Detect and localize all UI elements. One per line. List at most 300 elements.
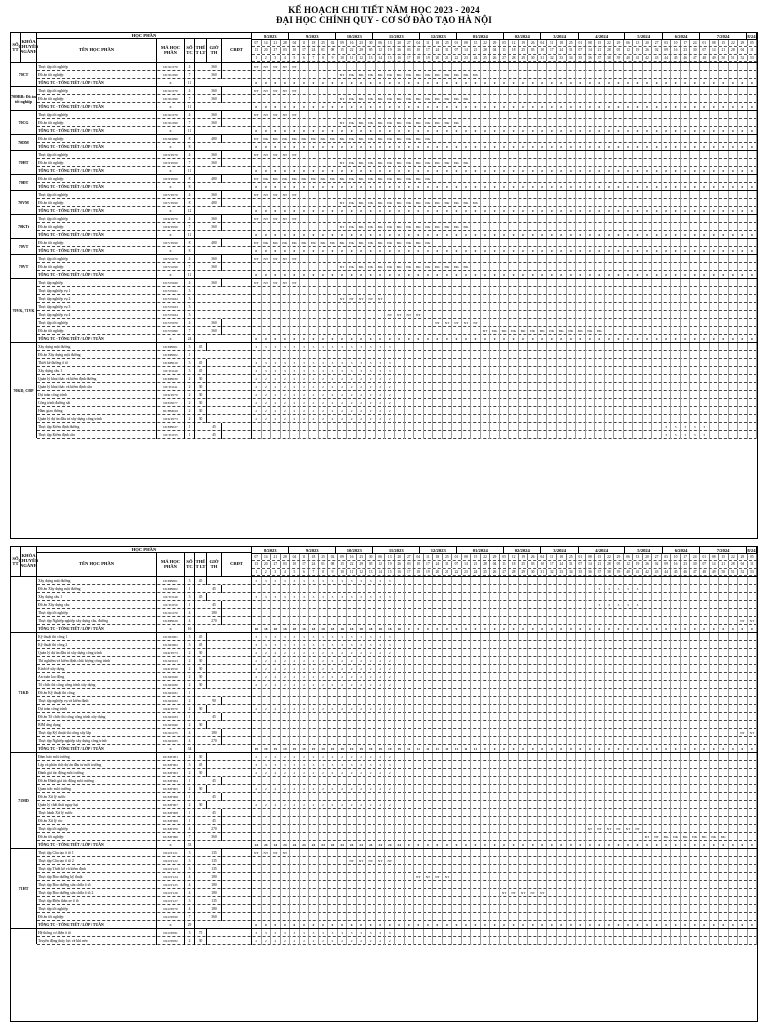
week-value: [567, 111, 577, 119]
week-value: [729, 681, 739, 689]
week-cells: [252, 729, 757, 737]
week-value: [662, 303, 672, 311]
week-value: 0: [405, 247, 415, 255]
week-value: [633, 753, 643, 761]
week-value: [433, 375, 443, 383]
week-value: [614, 87, 624, 95]
week-value: 0: [567, 103, 577, 111]
week-value: [633, 319, 643, 327]
week-value: [414, 111, 424, 119]
week-value: [538, 785, 548, 793]
week-cell: 08: [328, 561, 338, 567]
week-value: [595, 391, 605, 399]
week-value: 0: [500, 231, 510, 239]
week-value: 2: [338, 681, 348, 689]
week-value: 2: [262, 665, 272, 673]
week-value: [319, 63, 329, 71]
week-value: 0: [471, 207, 481, 215]
week-value: 2: [376, 705, 386, 713]
course-name: Đồ án tốt nghiệp: [37, 175, 157, 183]
week-value: 18: [319, 625, 329, 633]
week-value: [614, 729, 624, 737]
week-value: 0: [700, 127, 710, 135]
week-value: [262, 95, 272, 103]
week-value: [395, 399, 405, 407]
week-value: [443, 255, 453, 263]
course-code: DCTC049: [157, 593, 185, 601]
week-value: [271, 713, 281, 721]
week-value: [462, 375, 472, 383]
week-value: 3: [385, 367, 395, 375]
week-value: [500, 753, 510, 761]
week-value: [719, 785, 729, 793]
week-value: [509, 713, 519, 721]
week-value: NT: [252, 151, 262, 159]
week-value: [614, 175, 624, 183]
week-value: [681, 223, 691, 231]
week-value: [443, 391, 453, 399]
week-value: [738, 239, 748, 247]
week-value: [671, 343, 681, 351]
course-name: TỔNG TC - TỔNG TIẾT / LỚP / TUẦN: [37, 745, 157, 753]
week-value: [281, 689, 291, 697]
week-value: [719, 175, 729, 183]
week-cell: 29: [519, 55, 529, 61]
week-value: 0: [586, 103, 596, 111]
week-value: 3: [271, 761, 281, 769]
week-cell: 20: [395, 40, 405, 46]
week-value: [395, 681, 405, 689]
week-value: [528, 423, 538, 431]
week-value: [748, 279, 758, 287]
week-value: [443, 777, 453, 785]
week-cell: 12: [357, 569, 367, 575]
course-row: [37, 657, 757, 665]
week-value: [633, 689, 643, 697]
week-value: [652, 391, 662, 399]
instructor-cell: [222, 689, 252, 697]
week-value: 0: [652, 79, 662, 87]
week-value: [395, 577, 405, 585]
week-value: [567, 761, 577, 769]
week-value: ĐK: [366, 263, 376, 271]
week-value: [357, 697, 367, 705]
week-value: [414, 609, 424, 617]
week-value: [462, 697, 472, 705]
week-value: [443, 641, 453, 649]
week-value: [567, 729, 577, 737]
week-value: [586, 713, 596, 721]
week-cells: [252, 737, 757, 745]
week-value: 0: [452, 335, 462, 343]
week-value: [633, 681, 643, 689]
week-value: [490, 311, 500, 319]
week-value: [700, 697, 710, 705]
week-value: [633, 609, 643, 617]
course-name: Đồ án tốt nghiệp: [37, 239, 157, 247]
week-value: [271, 689, 281, 697]
week-value: [547, 729, 557, 737]
week-value: 0: [643, 183, 653, 191]
week-value: 3: [328, 761, 338, 769]
week-value: [500, 119, 510, 127]
week-value: [652, 617, 662, 625]
week-value: [690, 111, 700, 119]
week-cell: 17: [681, 40, 691, 46]
course-name: Đồ án Tổ chức thi công công trình xây dựng: [37, 713, 157, 721]
week-value: [557, 737, 567, 745]
week-value: [643, 359, 653, 367]
week-cell: 40: [624, 55, 634, 61]
week-value: [433, 215, 443, 223]
week-value: [652, 199, 662, 207]
week-value: [462, 705, 472, 713]
week-value: [576, 769, 586, 777]
week-value: [328, 215, 338, 223]
week-value: 0: [376, 103, 386, 111]
week-value: [624, 753, 634, 761]
week-value: [557, 95, 567, 103]
schedule-table-1: [10, 32, 758, 539]
week-value: [471, 399, 481, 407]
week-value: 2: [347, 753, 357, 761]
week-cell: 04: [538, 40, 548, 46]
week-value: [576, 375, 586, 383]
week-value: [576, 689, 586, 697]
week-cell: 17: [300, 47, 310, 53]
week-value: 2: [262, 391, 272, 399]
week-value: [700, 367, 710, 375]
week-value: [614, 287, 624, 295]
week-value: 0: [586, 271, 596, 279]
week-value: [414, 593, 424, 601]
week-value: [528, 255, 538, 263]
week-value: [633, 399, 643, 407]
week-value: [443, 769, 453, 777]
week-value: [281, 777, 291, 785]
week-value: 2: [281, 665, 291, 673]
week-value: [471, 601, 481, 609]
week-value: [252, 617, 262, 625]
week-value: [624, 199, 634, 207]
week-value: [729, 359, 739, 367]
week-value: [309, 287, 319, 295]
week-value: [710, 649, 720, 657]
week-value: 3: [376, 593, 386, 601]
week-value: 11: [424, 745, 434, 753]
week-value: [271, 431, 281, 439]
week-value: [414, 697, 424, 705]
week-value: [366, 585, 376, 593]
week-value: [405, 391, 415, 399]
week-value: 0: [252, 183, 262, 191]
week-value: 2: [252, 673, 262, 681]
month-label: 8/24: [747, 34, 756, 39]
week-value: 0: [385, 271, 395, 279]
week-value: [347, 689, 357, 697]
week-value: [281, 617, 291, 625]
week-cell: 10: [338, 569, 348, 575]
week-value: 0: [595, 79, 605, 87]
week-value: [547, 95, 557, 103]
week-value: [748, 159, 758, 167]
course-group: [11, 752, 757, 848]
week-value: [681, 295, 691, 303]
week-cell: 07: [252, 40, 262, 46]
week-value: [710, 705, 720, 713]
week-value: [547, 705, 557, 713]
week-value: 0: [671, 745, 681, 753]
week-cell: 6: [300, 569, 310, 575]
week-cell: 25: [481, 55, 491, 61]
week-value: ĐK: [262, 135, 272, 143]
week-value: 3: [366, 641, 376, 649]
week-value: 0: [547, 79, 557, 87]
week-value: [729, 63, 739, 71]
week-value: [681, 367, 691, 375]
week-cells: [252, 111, 757, 119]
week-value: 0: [481, 335, 491, 343]
week-value: 0: [490, 143, 500, 151]
week-value: [405, 785, 415, 793]
week-value: 2: [347, 375, 357, 383]
week-value: [519, 311, 529, 319]
week-value: 3: [605, 585, 615, 593]
week-cell: 35: [576, 55, 586, 61]
course-code: DCXD002: [157, 641, 185, 649]
week-value: [395, 415, 405, 423]
week-value: 0: [614, 335, 624, 343]
week-value: [509, 585, 519, 593]
week-value: [710, 351, 720, 359]
week-cell: 27: [500, 569, 510, 575]
practice-hours: 360: [207, 319, 222, 327]
week-value: [405, 87, 415, 95]
week-value: 0: [252, 335, 262, 343]
week-value: [738, 793, 748, 801]
week-value: 0: [633, 231, 643, 239]
week-cell: 46: [681, 55, 691, 61]
week-value: [605, 95, 615, 103]
week-value: [605, 359, 615, 367]
week-value: ĐK: [347, 159, 357, 167]
week-cell: 24: [433, 561, 443, 567]
week-value: [538, 159, 548, 167]
week-value: [547, 391, 557, 399]
week-value: 0: [376, 183, 386, 191]
week-value: [729, 641, 739, 649]
credits: 3: [185, 359, 195, 367]
week-cells: [252, 633, 757, 641]
course-code: X: [157, 103, 185, 111]
week-value: [290, 793, 300, 801]
week-value: [309, 119, 319, 127]
week-value: [557, 351, 567, 359]
week-value: NT: [271, 151, 281, 159]
week-value: 0: [662, 143, 672, 151]
week-value: 2: [300, 415, 310, 423]
week-cell: 19: [385, 561, 395, 567]
week-value: 3: [633, 585, 643, 593]
week-value: [376, 721, 386, 729]
week-cells: [252, 351, 757, 359]
week-value: [719, 191, 729, 199]
week-value: [719, 327, 729, 335]
week-value: [462, 641, 472, 649]
practice-hours: 90: [207, 697, 222, 705]
week-value: [414, 287, 424, 295]
week-value: [443, 191, 453, 199]
week-value: [462, 295, 472, 303]
week-value: [671, 697, 681, 705]
week-value: 0: [605, 103, 615, 111]
week-value: NT: [271, 215, 281, 223]
week-value: 0: [424, 143, 434, 151]
week-value: [690, 601, 700, 609]
week-value: 0: [424, 271, 434, 279]
week-value: [528, 415, 538, 423]
week-value: [538, 311, 548, 319]
credits: 1: [185, 351, 195, 359]
week-value: [576, 295, 586, 303]
week-value: [338, 423, 348, 431]
course-name: Thực tập tốt nghiệp: [37, 151, 157, 159]
week-value: [433, 665, 443, 673]
week-value: [652, 119, 662, 127]
week-value: [366, 215, 376, 223]
week-value: 3: [319, 367, 329, 375]
week-value: 2: [262, 753, 272, 761]
week-value: 0: [338, 271, 348, 279]
week-value: [681, 657, 691, 665]
week-value: [719, 111, 729, 119]
week-value: [300, 617, 310, 625]
week-value: [252, 793, 262, 801]
week-value: [605, 159, 615, 167]
week-value: 0: [519, 247, 529, 255]
week-value: [395, 753, 405, 761]
week-value: [662, 793, 672, 801]
week-cell: 27: [405, 554, 415, 560]
week-cell: 14: [586, 47, 596, 53]
week-value: [414, 785, 424, 793]
week-value: [662, 327, 672, 335]
week-value: [729, 95, 739, 103]
week-value: ĐK: [395, 199, 405, 207]
week-value: [624, 641, 634, 649]
week-value: [357, 303, 367, 311]
month-label: 10/2023: [336, 547, 373, 553]
week-value: [624, 71, 634, 79]
week-value: [528, 729, 538, 737]
week-value: [557, 159, 567, 167]
week-value: [519, 577, 529, 585]
week-value: [481, 641, 491, 649]
week-value: [490, 391, 500, 399]
week-value: [252, 319, 262, 327]
week-value: [719, 87, 729, 95]
practice-hours: 360: [207, 119, 222, 127]
week-value: [528, 279, 538, 287]
week-value: [519, 721, 529, 729]
week-value: [528, 111, 538, 119]
week-value: [443, 383, 453, 391]
week-value: 0: [633, 207, 643, 215]
course-row: [37, 175, 757, 183]
week-value: [557, 295, 567, 303]
week-value: [519, 95, 529, 103]
week-cell: 28: [281, 40, 291, 46]
week-value: [738, 777, 748, 785]
week-value: [490, 423, 500, 431]
week-value: [481, 343, 491, 351]
week-value: [576, 415, 586, 423]
week-cell: 23: [462, 55, 472, 61]
week-value: [547, 287, 557, 295]
week-value: [614, 705, 624, 713]
week-value: [624, 785, 634, 793]
week-value: [719, 383, 729, 391]
week-value: [652, 689, 662, 697]
week-value: [462, 383, 472, 391]
week-value: [557, 263, 567, 271]
week-value: [395, 391, 405, 399]
week-value: [347, 215, 357, 223]
week-value: [595, 673, 605, 681]
week-value: NT: [376, 295, 386, 303]
week-value: 0: [414, 79, 424, 87]
week-value: 2: [385, 375, 395, 383]
week-value: [471, 287, 481, 295]
week-value: [614, 593, 624, 601]
week-value: [366, 713, 376, 721]
week-value: [586, 785, 596, 793]
week-value: NT: [262, 111, 272, 119]
week-value: [500, 431, 510, 439]
week-value: [414, 295, 424, 303]
week-value: 2: [347, 391, 357, 399]
week-cell: 29: [519, 569, 529, 575]
practice-hours: 480: [207, 199, 222, 207]
week-value: [633, 657, 643, 665]
week-value: 0: [395, 231, 405, 239]
course-row: [37, 697, 757, 705]
theory-hours: 30: [195, 657, 207, 665]
week-cell: 45: [671, 569, 681, 575]
week-value: NT: [262, 151, 272, 159]
week-value: 0: [738, 143, 748, 151]
week-value: [738, 593, 748, 601]
week-value: [500, 609, 510, 617]
week-value: 0: [281, 207, 291, 215]
week-value: [624, 593, 634, 601]
week-value: [567, 151, 577, 159]
week-value: 0: [347, 127, 357, 135]
week-value: NT: [252, 191, 262, 199]
week-value: [710, 593, 720, 601]
week-value: 0: [633, 335, 643, 343]
week-value: [347, 351, 357, 359]
week-value: [586, 215, 596, 223]
week-value: 0: [595, 335, 605, 343]
week-value: [748, 705, 758, 713]
week-value: [538, 367, 548, 375]
week-value: 2: [357, 649, 367, 657]
week-value: [471, 111, 481, 119]
week-value: [586, 415, 596, 423]
week-value: [662, 705, 672, 713]
week-value: [538, 649, 548, 657]
